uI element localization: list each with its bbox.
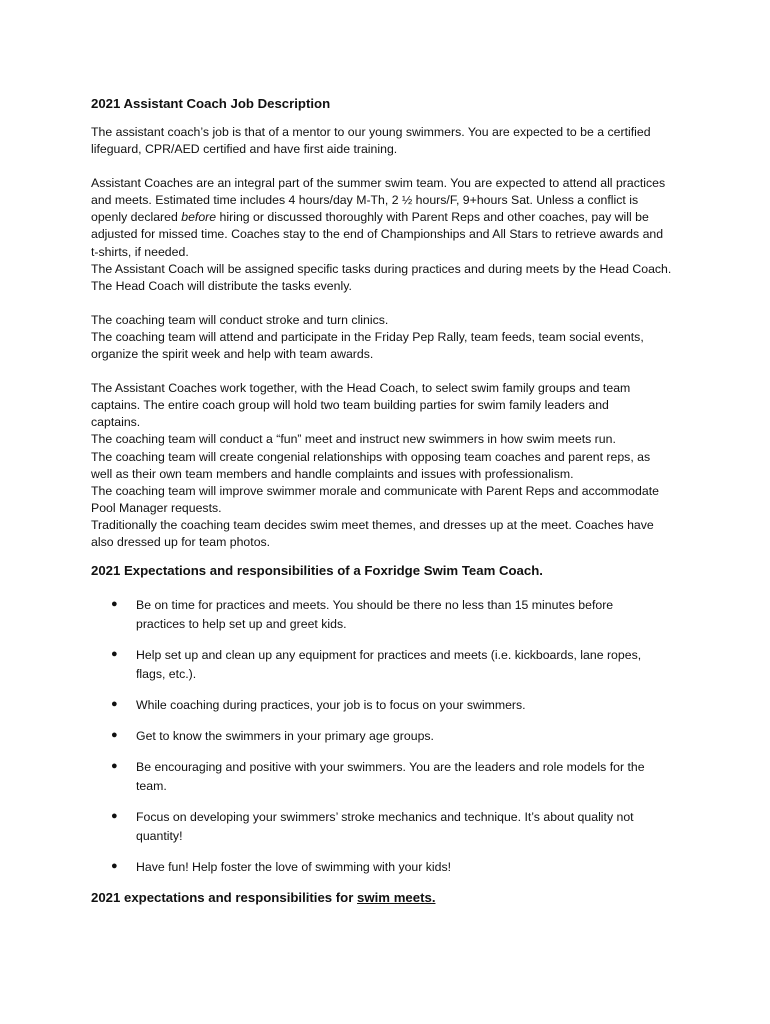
para4-line-10: also dressed up for team photos. [91, 534, 271, 549]
list-item [91, 727, 691, 746]
para4-line-7: The coaching team will improve swimmer morale and communicate with Parent Reps and accommodate [91, 483, 659, 498]
para2-line-1: Assistant Coaches are an integral part of the summer swim team. You are expected to attend all practices [91, 176, 666, 191]
para2-line-7: The Head Coach will distribute the tasks evenly. [91, 278, 352, 293]
list-item-line: Get to know the swimmers in your primary age groups. [136, 729, 434, 744]
expectations-list [91, 596, 691, 877]
para4-line-8: Pool Manager requests. [91, 500, 222, 515]
bullet-icon: ● [111, 598, 118, 611]
list-item [91, 596, 691, 634]
para2-line-3-pre: openly declared [91, 210, 182, 225]
para2-line-3-post: hiring or discussed thoroughly with Parent Reps and other coaches, pay will be [216, 210, 649, 225]
para2-line-5: t-shirts, if needed. [91, 244, 189, 259]
para4-line-2: captains. The entire coach group will hold two team building parties for swim family leaders and [91, 398, 609, 413]
document-title: 2021 Assistant Coach Job Description [91, 96, 331, 111]
list-item-line: flags, etc.). [136, 667, 197, 682]
swim-meets-link[interactable]: swim meets. [357, 890, 436, 906]
bullet-icon: ● [111, 860, 118, 873]
list-item [91, 646, 691, 684]
list-item [91, 696, 691, 715]
list-item [91, 758, 691, 796]
list-item-line: team. [136, 779, 167, 794]
list-item [91, 858, 691, 877]
section-3-title [91, 889, 691, 907]
para3-line-1: The coaching team will conduct stroke and turn clinics. [91, 312, 389, 327]
bullet-icon: ● [111, 729, 118, 742]
para4-line-5: The coaching team will create congenial relationships with opposing team coaches and parent reps, as [91, 449, 651, 464]
emphasis-before: before [181, 210, 217, 225]
para4-line-1: The Assistant Coaches work together, with the Head Coach, to select swim family groups and team [91, 381, 631, 396]
document-content [91, 95, 691, 907]
bullet-icon: ● [111, 648, 118, 661]
bullet-icon: ● [111, 810, 118, 823]
para3-line-3: organize the spirit week and help with team awards. [91, 347, 374, 362]
list-item-line: While coaching during practices, your job is to focus on your swimmers. [136, 698, 526, 713]
para3-line-2: The coaching team will attend and participate in the Friday Pep Rally, team feeds, team social events, [91, 329, 644, 344]
list-item-line: Have fun! Help foster the love of swimming with your kids! [136, 860, 452, 875]
para4-line-6: well as their own team members and handle complaints and issues with professionalism. [91, 466, 574, 481]
list-item-line: Be encouraging and positive with your swimmers. You are the leaders and role models for the [136, 760, 645, 775]
para2-line-6: The Assistant Coach will be assigned specific tasks during practices and during meets by the Head Coach. [91, 261, 672, 276]
list-item-line: practices to help set up and greet kids. [136, 617, 347, 632]
para4-line-3: captains. [91, 415, 141, 430]
list-item-line: Help set up and clean up any equipment for practices and meets (i.e. kickboards, lane ropes, [136, 648, 642, 663]
para2-line-4: adjusted for missed time. Coaches stay to the end of Championships and All Stars to retrieve awards and [91, 227, 664, 242]
list-item-line: Be on time for practices and meets. You should be there no less than 15 minutes before [136, 598, 614, 613]
intro-line-1: The assistant coach’s job is that of a mentor to our young swimmers. You are expected to be a certified [91, 125, 651, 139]
list-item-line: Focus on developing your swimmers’ stroke mechanics and technique. It’s about quality not [136, 810, 634, 825]
para4-line-4: The coaching team will conduct a “fun” meet and instruct new swimmers in how swim meets run. [91, 432, 616, 447]
section-2-title: 2021 Expectations and responsibilities of a Foxridge Swim Team Coach. [91, 563, 543, 579]
para2-line-2: and meets. Estimated time includes 4 hours/day M-Th, 2 ½ hours/F, 9+hours Sat. Unless a conflict is [91, 193, 639, 208]
para2-line-3 [91, 209, 691, 226]
list-item-line: quantity! [136, 829, 183, 844]
para4-line-9: Traditionally the coaching team decides swim meet themes, and dresses up at the meet. Coaches have [91, 517, 654, 532]
intro-line-2: lifeguard, CPR/AED certified and have first aide training. [91, 142, 398, 157]
section-3-title-text: 2021 expectations and responsibilities for [91, 890, 358, 906]
list-item [91, 808, 691, 846]
bullet-icon: ● [111, 760, 118, 773]
bullet-icon: ● [111, 698, 118, 711]
